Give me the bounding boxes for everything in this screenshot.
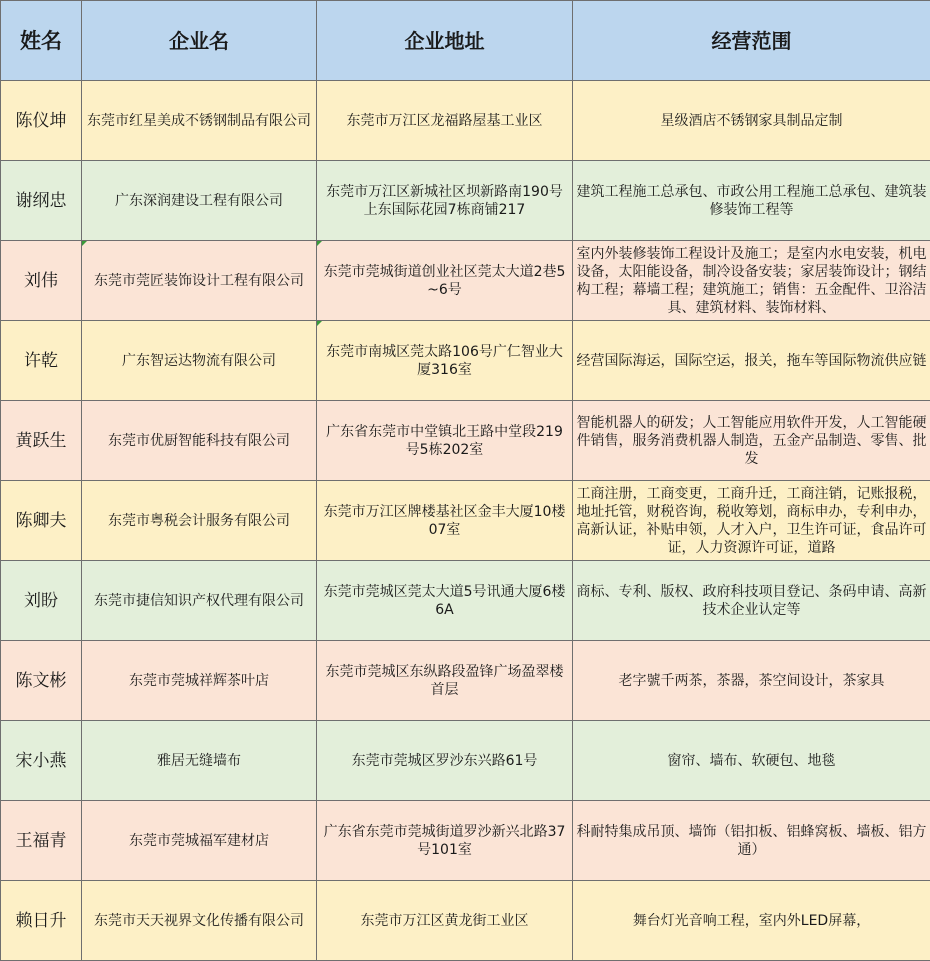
cell-company: 东莞市莞匠装饰设计工程有限公司: [82, 241, 317, 321]
cell-scope: [573, 321, 930, 401]
header-scope: 经营范围: [573, 1, 930, 81]
cell-scope: [573, 161, 930, 241]
cell-name: 王福青: [1, 801, 82, 881]
scope-text: 窗帘、墙布、软硬包、地毯: [667, 752, 836, 769]
cell-company: 东莞市红星美成不锈钢制品有限公司: [82, 81, 317, 161]
cell-address: 东莞市莞城区东纵路段盈锋广场盈翠楼首层: [317, 641, 573, 721]
cell-address: 东莞市南城区莞太路106号广仁智业大厦316室: [317, 321, 573, 401]
header-address: 企业地址: [317, 1, 573, 81]
cell-scope: [573, 241, 930, 321]
table-row: [1, 401, 930, 481]
cell-address: 东莞市万江区龙福路屋基工业区: [317, 81, 573, 161]
cell-name: 刘盼: [1, 561, 82, 641]
cell-name: 陈卿夫: [1, 481, 82, 561]
cell-scope: [573, 721, 930, 801]
scope-text: 商标、专利、版权、政府科技项目登记、条码申请、高新技术企业认定等: [576, 583, 927, 618]
cell-company: 东莞市莞城祥辉茶叶店: [82, 641, 317, 721]
scope-text: 建筑工程施工总承包、市政公用工程施工总承包、建筑装修装饰工程等: [576, 183, 927, 218]
scope-text: 室内外装修装饰工程设计及施工；是室内水电安装，机电设备，太阳能设备，制冷设备安装；家居装饰设计；钢结构工程；幕墙工程；建筑施工；销售：五金配件、卫浴洁具、建筑材料、装饰材料、: [576, 245, 927, 316]
cell-name: 谢纲忠: [1, 161, 82, 241]
cell-company: 广东智运达物流有限公司: [82, 321, 317, 401]
table-row: [1, 481, 930, 561]
cell-company: 雅居无缝墙布: [82, 721, 317, 801]
scope-text: 星级酒店不锈钢家具制品定制: [660, 112, 843, 129]
cell-scope: [573, 641, 930, 721]
table-row: [1, 881, 930, 961]
cell-company: 东莞市莞城福军建材店: [82, 801, 317, 881]
scope-text: 智能机器人的研发；人工智能应用软件开发，人工智能硬件销售，服务消费机器人制造，五金产品制造、零售、批发: [576, 414, 927, 467]
table-row: [1, 161, 930, 241]
cell-company: 广东深润建设工程有限公司: [82, 161, 317, 241]
cell-name: 黄跃生: [1, 401, 82, 481]
table-row: [1, 801, 930, 881]
cell-name: 陈文彬: [1, 641, 82, 721]
scope-text: 工商注册，工商变更，工商升迁，工商注销，记账报税，地址托管，财税咨询，税收筹划，商标申办，专利申办，高新认证，补贴申领，人才入户，卫生许可证，食品许可证，人力资源许可证，道路: [576, 485, 927, 556]
header-name: 姓名: [1, 1, 82, 81]
cell-scope: [573, 561, 930, 641]
cell-address: 东莞市万江区牌楼基社区金丰大厦10楼07室: [317, 481, 573, 561]
cell-company: 东莞市捷信知识产权代理有限公司: [82, 561, 317, 641]
cell-name: 刘伟: [1, 241, 82, 321]
cell-name: 许乾: [1, 321, 82, 401]
cell-scope: [573, 481, 930, 561]
cell-name: 陈仪坤: [1, 81, 82, 161]
table-row: [1, 561, 930, 641]
scope-text: 科耐特集成吊顶、墙饰（铝扣板、铝蜂窝板、墙板、铝方通）: [576, 823, 927, 858]
cell-address: 广东省东莞市莞城街道罗沙新兴北路37号101室: [317, 801, 573, 881]
table-row: [1, 241, 930, 321]
header-row: [1, 1, 930, 81]
table-row: [1, 641, 930, 721]
cell-scope: [573, 801, 930, 881]
cell-address: 东莞市万江区黄龙街工业区: [317, 881, 573, 961]
cell-name: 宋小燕: [1, 721, 82, 801]
cell-name: 赖日升: [1, 881, 82, 961]
table-row: [1, 721, 930, 801]
scope-text: 老字號千两茶，茶器，茶空间设计，茶家具: [618, 672, 885, 689]
cell-scope: [573, 81, 930, 161]
cell-company: 东莞市优厨智能科技有限公司: [82, 401, 317, 481]
cell-address: 东莞市莞城区罗沙东兴路61号: [317, 721, 573, 801]
table-row: [1, 321, 930, 401]
cell-company: 东莞市粤税会计服务有限公司: [82, 481, 317, 561]
scope-text: 舞台灯光音响工程，室内外LED屏幕，: [632, 912, 871, 929]
cell-address: 广东省东莞市中堂镇北王路中堂段219号5栋202室: [317, 401, 573, 481]
header-company: 企业名: [82, 1, 317, 81]
cell-address: 东莞市莞城街道创业社区莞太大道2巷5~6号: [317, 241, 573, 321]
cell-scope: [573, 401, 930, 481]
cell-company: 东莞市天天视界文化传播有限公司: [82, 881, 317, 961]
cell-scope: [573, 881, 930, 961]
cell-address: 东莞市莞城区莞太大道5号讯通大厦6楼6A: [317, 561, 573, 641]
cell-address: 东莞市万江区新城社区坝新路南190号上东国际花园7栋商铺217: [317, 161, 573, 241]
table-row: [1, 81, 930, 161]
scope-text: 经营国际海运，国际空运，报关，拖车等国际物流供应链: [576, 352, 927, 369]
